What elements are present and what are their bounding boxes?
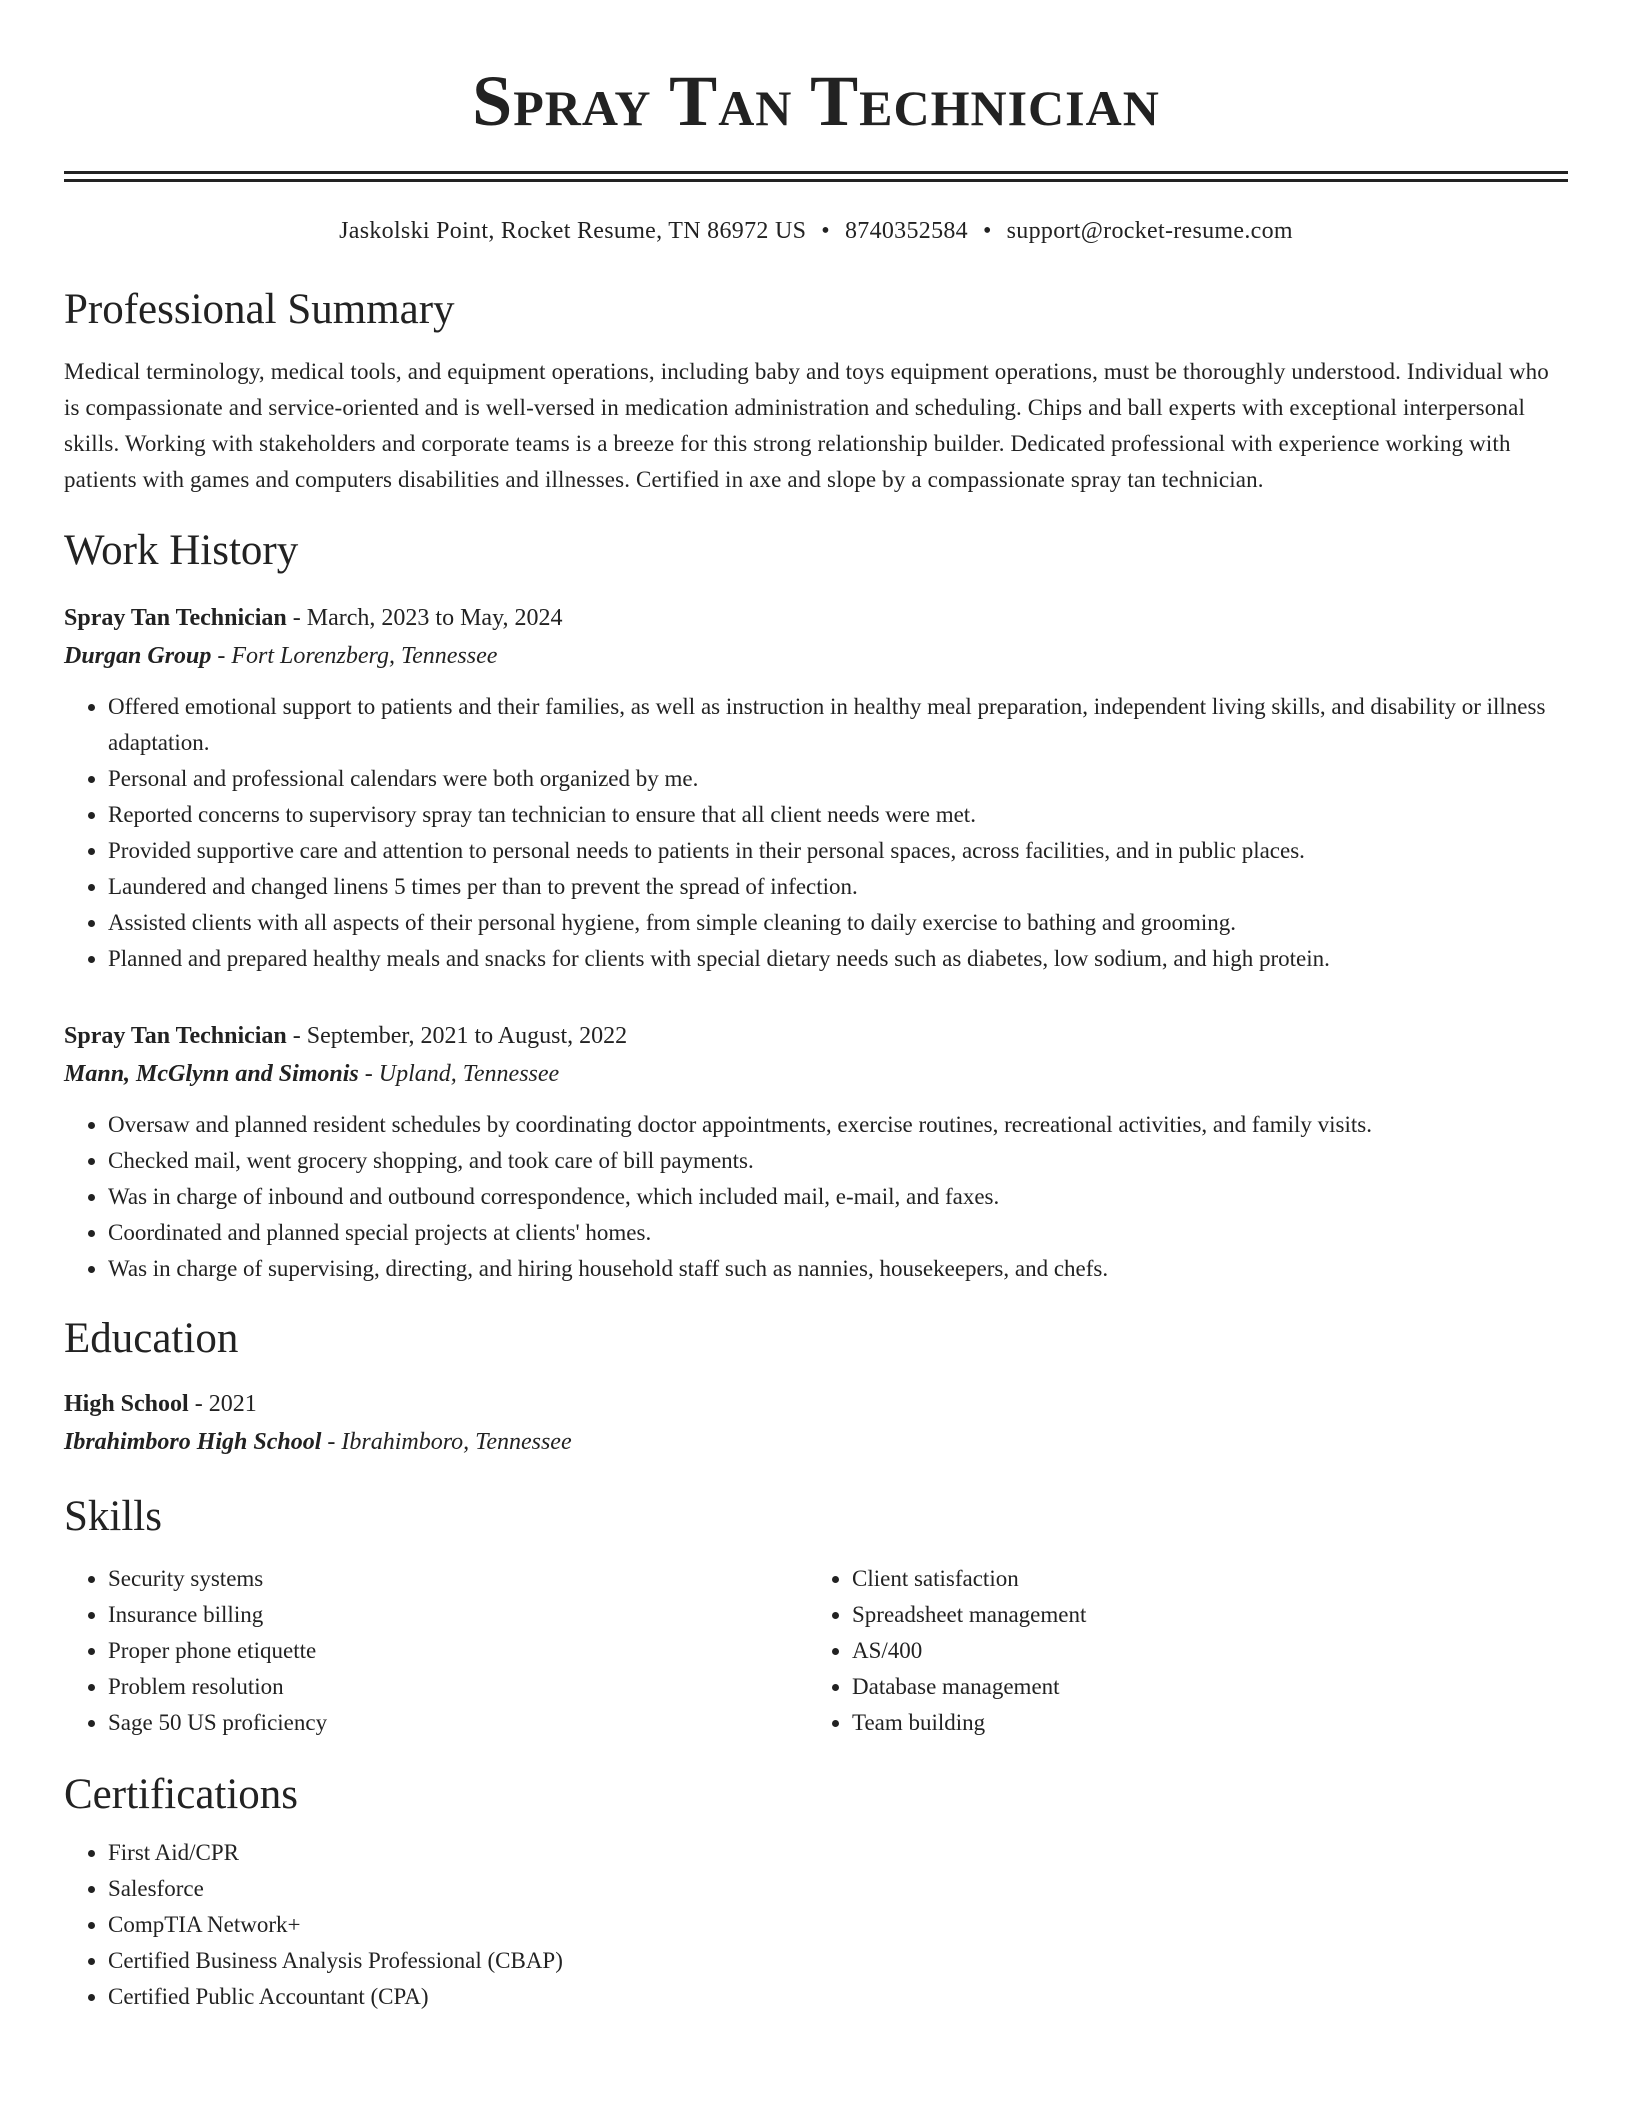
summary-text: Medical terminology, medical tools, and equipment operations, including baby and toys equipment operations, must be thoroughly understood. Individual who is compassionate and service-oriented and is well-versed in medication administration and scheduling. Chips and ball experts with exceptional interpersonal skills. Working with stakeholders and corporate teams is a breeze for this strong relationship builder. Dedicated professional with experience working with patients with games and computers disabilities and illnesses. Certified in axe and slope by a compassionate spray tan technician.	[64, 359, 1549, 492]
list-item: • AS/400	[852, 1633, 1552, 1669]
job-dates: - March, 2023 to May, 2024	[292, 605, 563, 631]
job-location: - Upland, Tennessee	[364, 1061, 560, 1087]
list-item: • Assisted clients with all aspects of their personal hygiene, from simple cleaning to daily exercise to bathing and grooming.	[108, 905, 1568, 941]
list-item: • First Aid/CPR	[108, 1835, 1568, 1871]
list-item: • Planned and prepared healthy meals and snacks for clients with special dietary needs such as diabetes, low sodium, and high protein.	[108, 941, 1568, 977]
skills-list-right	[808, 1561, 1552, 1741]
list-item: • Personal and professional calendars were both organized by me.	[108, 761, 1568, 797]
list-item: • CompTIA Network+	[108, 1907, 1568, 1943]
list-item: • Team building	[852, 1705, 1552, 1741]
education-degree-line	[64, 1385, 1568, 1423]
certifications-list	[64, 1835, 1568, 2015]
job-entry	[64, 1017, 1568, 1287]
contact-line	[64, 216, 1568, 246]
job-dates: - September, 2021 to August, 2022	[292, 1023, 628, 1049]
list-item: • Laundered and changed linens 5 times per than to prevent the spread of infection.	[108, 869, 1568, 905]
education-entry	[64, 1385, 1568, 1461]
list-item: • Certified Public Accountant (CPA)	[108, 1979, 1568, 2015]
contact-separator: •	[982, 218, 992, 244]
job-duties-list	[64, 1107, 1568, 1287]
contact-separator: •	[821, 218, 830, 244]
job-location: - Fort Lorenzberg, Tennessee	[217, 643, 498, 669]
job-company-line	[64, 1055, 1568, 1093]
job-duties-list	[64, 689, 1568, 977]
list-item: • Certified Business Analysis Professional (CBAP)	[108, 1943, 1568, 1979]
education-location: - Ibrahimboro, Tennessee	[327, 1429, 572, 1455]
list-item: • Problem resolution	[108, 1669, 808, 1705]
list-item: • Proper phone etiquette	[108, 1633, 808, 1669]
contact-phone: 8740352584	[844, 218, 968, 244]
list-item: • Offered emotional support to patients and their families, as well as instruction in healthy meal preparation, independent living skills, and disability or illness adaptation.	[108, 689, 1568, 761]
skills-grid	[64, 1561, 1568, 1741]
education-heading: Education	[64, 1315, 239, 1362]
list-item: • Reported concerns to supervisory spray tan technician to ensure that all client needs were met.	[108, 797, 1568, 833]
job-role: Spray Tan Technician	[64, 1023, 287, 1049]
list-item: • Coordinated and planned special projects at clients' homes.	[108, 1215, 1568, 1251]
skills-list-left	[64, 1561, 808, 1741]
job-title-line	[64, 1017, 1568, 1055]
certifications-heading: Certifications	[64, 1771, 299, 1818]
education-degree: High School	[64, 1391, 189, 1417]
header-divider-thin	[64, 179, 1568, 182]
contact-email: support@rocket-resume.com	[1006, 218, 1293, 244]
list-item: • Security systems	[108, 1561, 808, 1597]
job-title-line	[64, 599, 1568, 637]
education-year: - 2021	[194, 1391, 257, 1417]
list-item: • Insurance billing	[108, 1597, 808, 1633]
job-company: Mann, McGlynn and Simonis	[64, 1061, 359, 1087]
list-item: • Sage 50 US proficiency	[108, 1705, 808, 1741]
skills-heading: Skills	[64, 1493, 162, 1540]
job-company-line	[64, 637, 1568, 675]
education-school-line	[64, 1423, 1568, 1461]
education-school: Ibrahimboro High School	[64, 1429, 322, 1455]
work-history-heading: Work History	[64, 527, 299, 574]
job-entry	[64, 599, 1568, 977]
list-item: • Was in charge of supervising, directing, and hiring household staff such as nannies, housekeepers, and chefs.	[108, 1251, 1568, 1287]
list-item: • Spreadsheet management	[852, 1597, 1552, 1633]
job-company: Durgan Group	[64, 643, 212, 669]
list-item: • Checked mail, went grocery shopping, and took care of bill payments.	[108, 1143, 1568, 1179]
list-item: • Provided supportive care and attention to personal needs to patients in their personal spaces, across facilities, and in public places.	[108, 833, 1568, 869]
job-role: Spray Tan Technician	[64, 605, 287, 631]
list-item: • Database management	[852, 1669, 1552, 1705]
summary-heading: Professional Summary	[64, 286, 455, 333]
header-divider-thick	[64, 171, 1568, 174]
list-item: • Client satisfaction	[852, 1561, 1552, 1597]
resume-name: Spray Tan Technician	[472, 61, 1160, 141]
list-item: • Was in charge of inbound and outbound correspondence, which included mail, e-mail, and faxes.	[108, 1179, 1568, 1215]
list-item: • Salesforce	[108, 1871, 1568, 1907]
contact-address: Jaskolski Point, Rocket Resume, TN 86972 US	[339, 218, 807, 244]
list-item: • Oversaw and planned resident schedules by coordinating doctor appointments, exercise routines, recreational activities, and family visits.	[108, 1107, 1568, 1143]
